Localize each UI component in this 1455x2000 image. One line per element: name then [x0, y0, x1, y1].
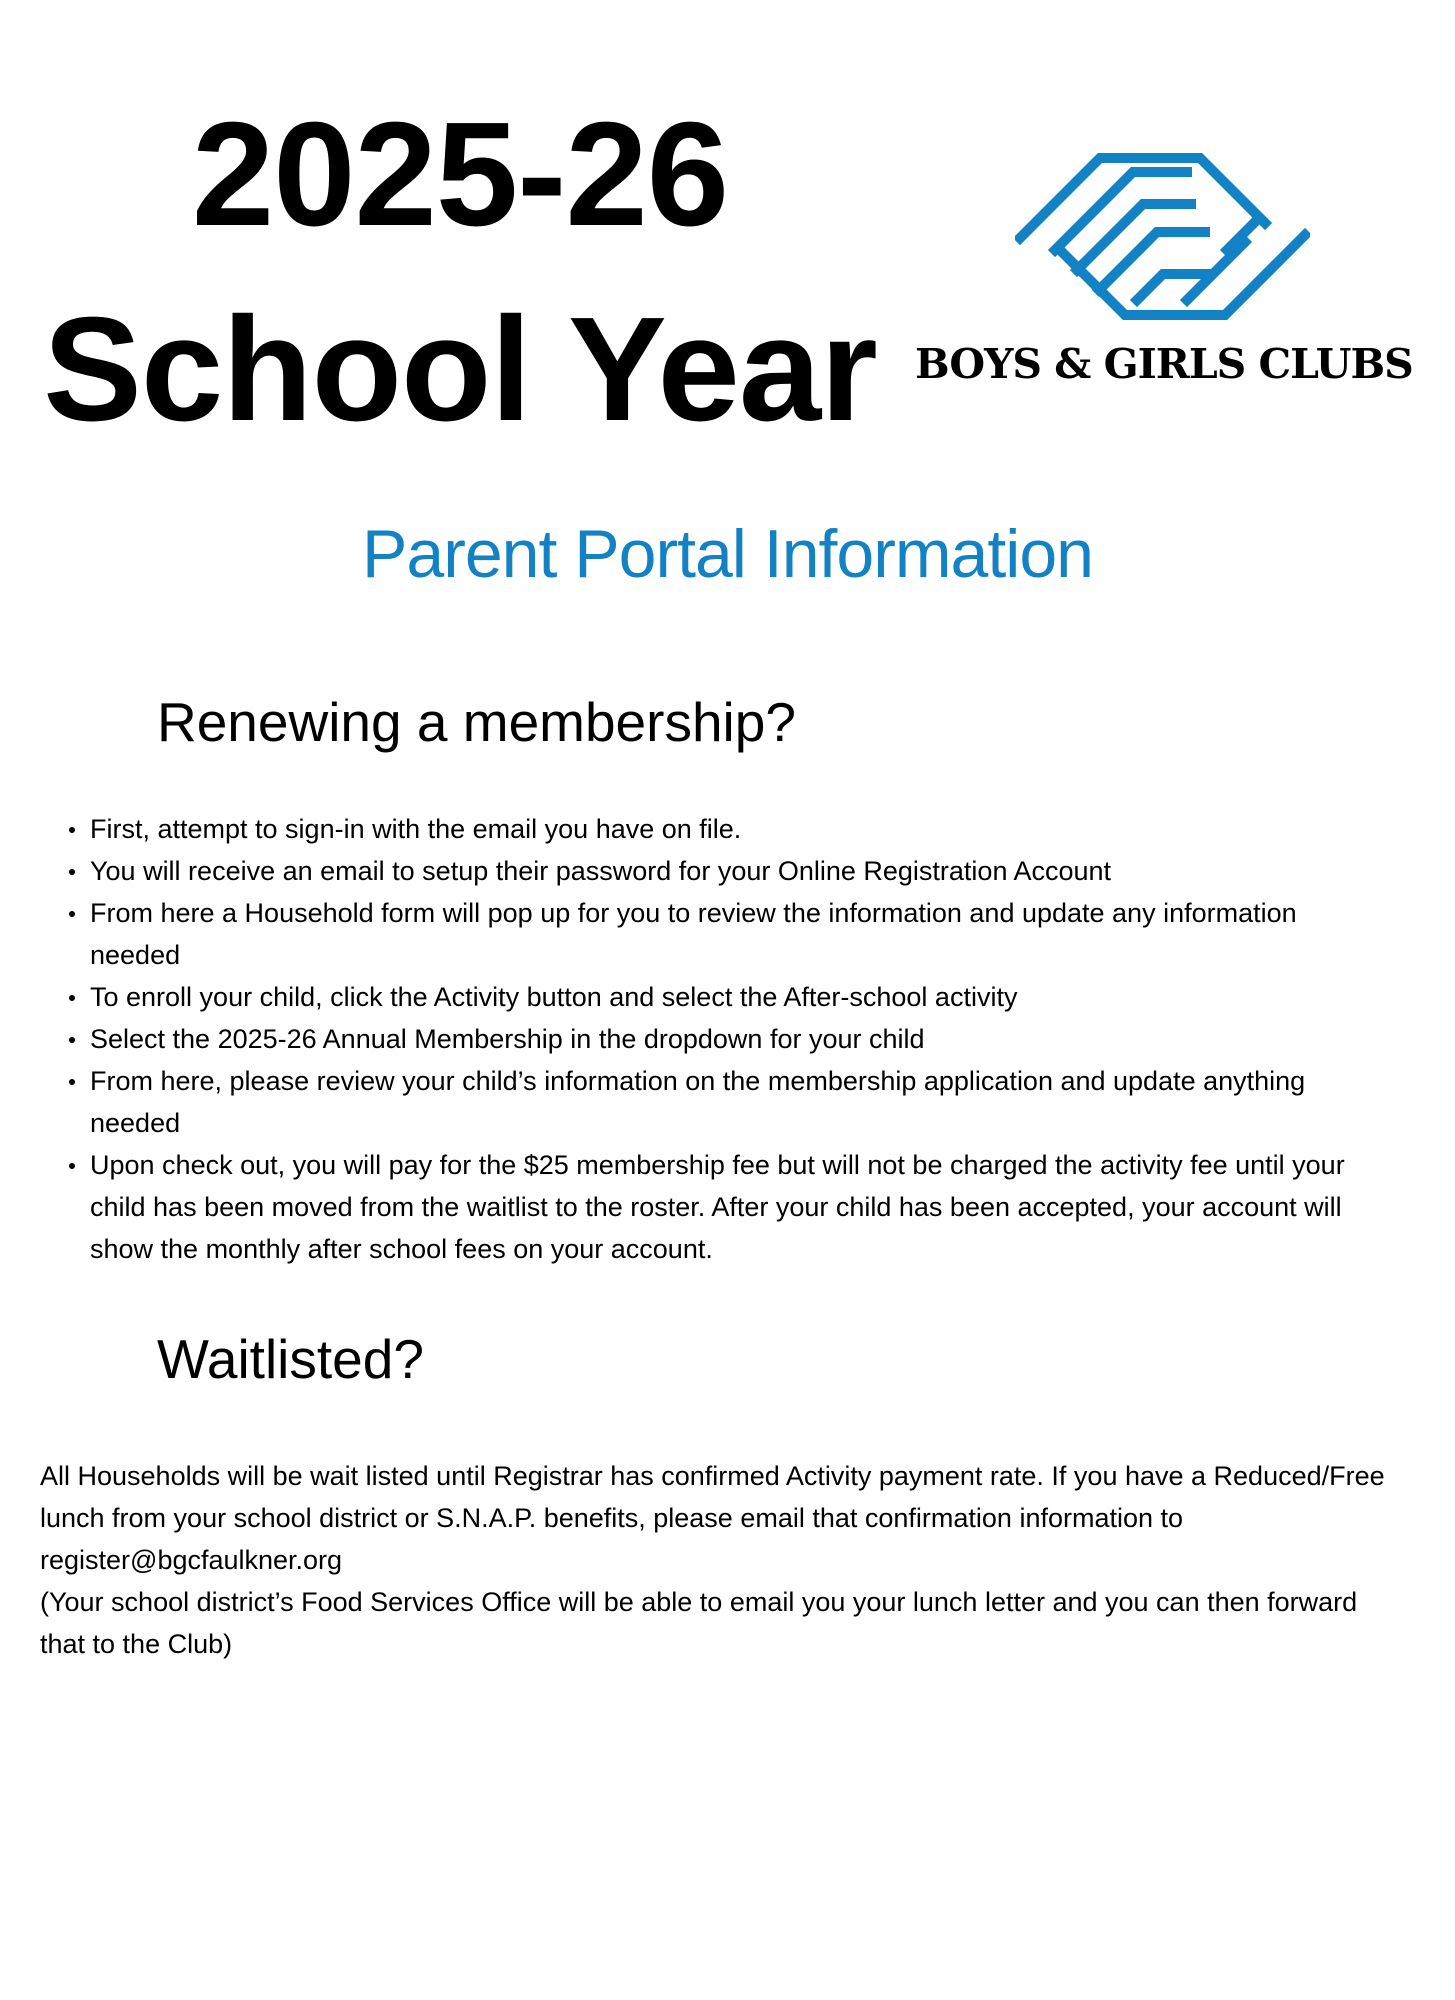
waitlisted-heading: Waitlisted? [157, 1328, 424, 1390]
waitlisted-paragraph: All Households will be wait listed until Registrar has confirmed Activity payment rate. If you have a Reduced/Free lunch from your school district or S.N.A.P. benefits, please email that confirmation information to register@bgcfaulkner.org [40, 1461, 1385, 1575]
list-item: Upon check out, you will pay for the $25 membership fee but will not be charged the activity fee until your child has been moved from the waitlist to the roster. After your child has been accepted, your account will show the monthly after school fees on your account. [90, 1144, 1390, 1270]
logo-wordmark: BOYS & GIRLS CLUBS [915, 340, 1413, 388]
title-school-year: School Year [43, 287, 877, 452]
list-item: Select the 2025-26 Annual Membership in the dropdown for your child [90, 1018, 1390, 1060]
boys-girls-clubs-logo [915, 150, 1413, 390]
renewing-heading: Renewing a membership? [157, 691, 796, 753]
list-item: From here a Household form will pop up for you to review the information and update any information needed [90, 892, 1390, 976]
title-year: 2025-26 [191, 92, 729, 257]
list-item: To enroll your child, click the Activity button and select the After-school activity [90, 976, 1390, 1018]
renewing-steps-list [90, 808, 1390, 1270]
list-item: First, attempt to sign-in with the email you have on file. [90, 808, 1390, 850]
list-item: From here, please review your child’s information on the membership application and update anything needed [90, 1060, 1390, 1144]
list-item: You will receive an email to setup their password for your Online Registration Account [90, 850, 1390, 892]
waitlisted-body [40, 1455, 1400, 1665]
hands-logo-icon [1015, 150, 1310, 325]
waitlisted-note: (Your school district’s Food Services Office will be able to email you your lunch letter and you can then forward that to the Club) [40, 1587, 1358, 1659]
page-subtitle: Parent Portal Information [362, 516, 1093, 592]
